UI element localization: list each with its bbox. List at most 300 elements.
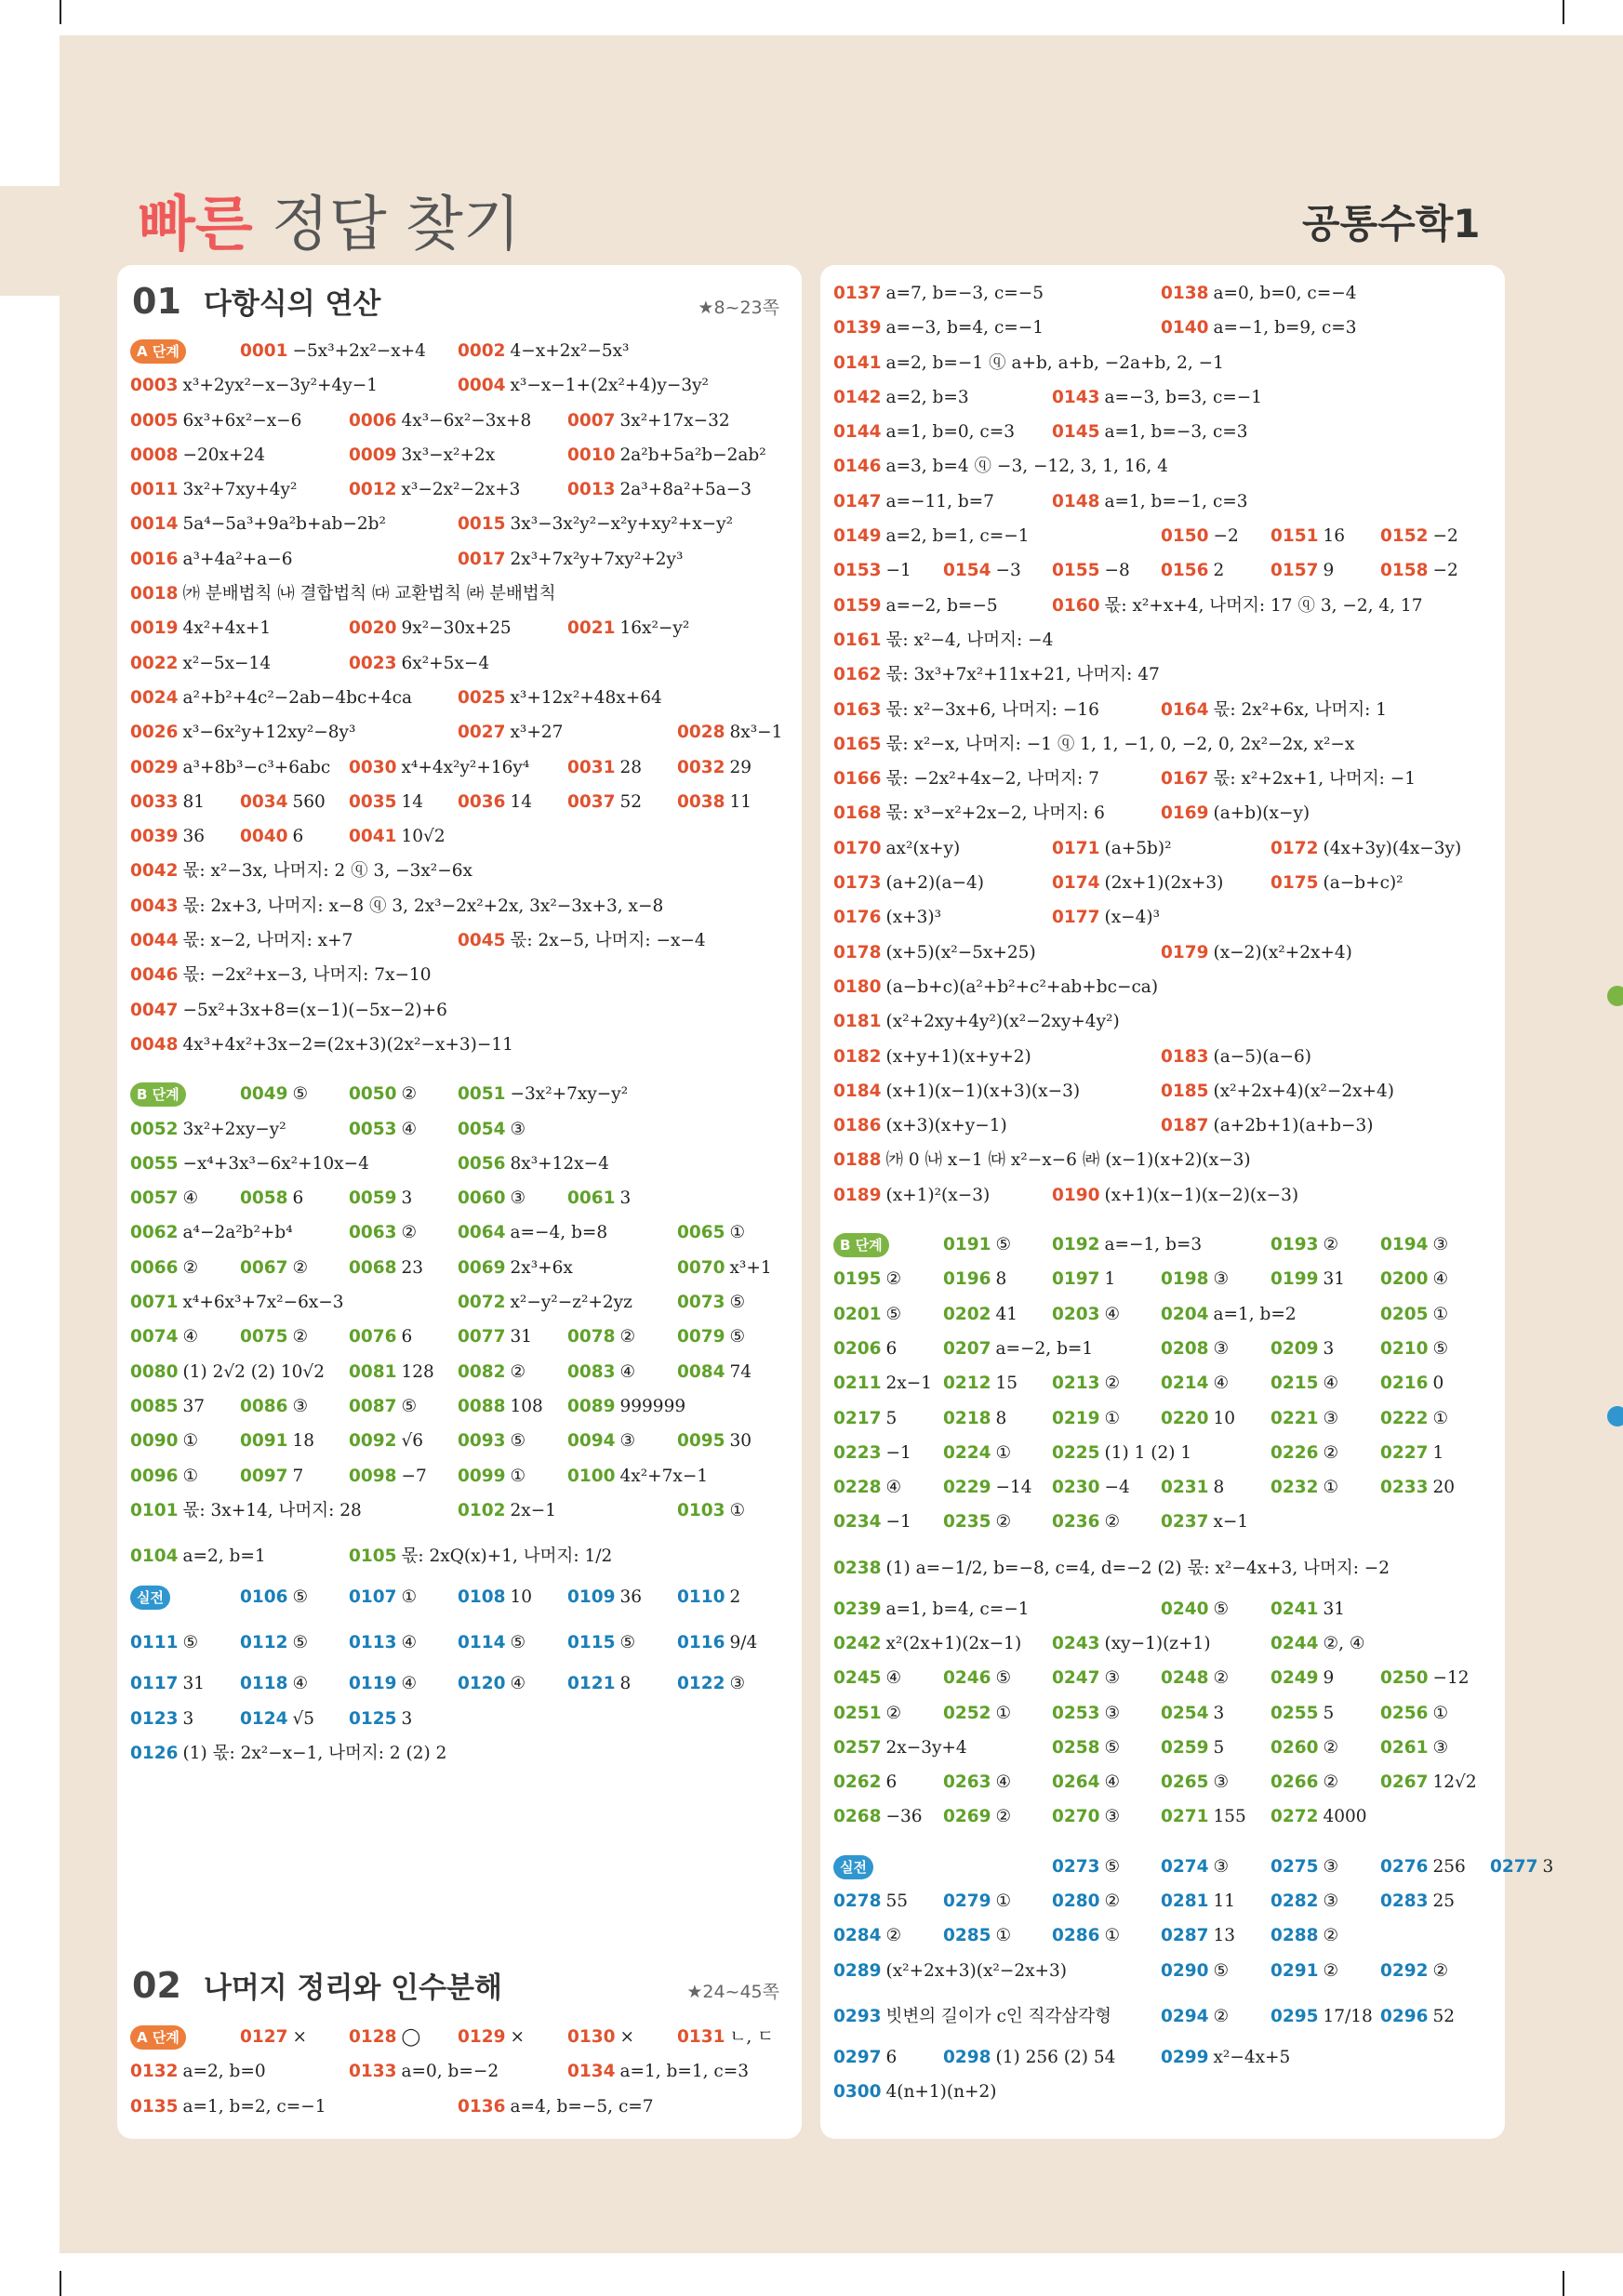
answer-item: 0205 ①: [1380, 1304, 1449, 1324]
answer-row: [130, 1461, 794, 1495]
answer-item: 0102 2x−1: [458, 1500, 556, 1520]
answer-item: 0169 (a+b)(x−y): [1161, 803, 1310, 824]
answer-item: 0160 몫: x²+x+4, 나머지: 17 ⓠ 3, −2, 4, 17: [1052, 595, 1423, 616]
answer-row: [130, 717, 794, 751]
answer-item: 0073 ⑤: [677, 1293, 746, 1313]
answer-item: 0299 x²−4x+5: [1161, 2047, 1291, 2067]
answer-row: [833, 1732, 1497, 1767]
answer-item: 0184 (x+1)(x−1)(x+3)(x−3): [833, 1081, 1081, 1101]
answer-item: 0064 a=−4, b=8: [458, 1223, 608, 1243]
answer-item: 0297 6: [833, 2047, 898, 2067]
answer-item: 0080 (1) 2√2 (2) 10√2: [130, 1361, 325, 1382]
answer-item: 0112 ⑤: [240, 1633, 309, 1653]
answer-item: 0189 (x+1)²(x−3): [833, 1185, 991, 1205]
answer-item: 0103 ①: [677, 1500, 746, 1520]
answer-row: [130, 1079, 794, 1113]
answer-item: 0163 몫: x²−3x+6, 나머지: −16: [833, 699, 1099, 720]
answer-row: [833, 1145, 1497, 1179]
answer-item: 0201 ⑤: [833, 1304, 902, 1324]
answer-item: 0078 ②: [567, 1327, 636, 1347]
answer-item: 0046 몫: −2x²+x−3, 나머지: 7x−10: [130, 965, 432, 986]
answer-row: [833, 382, 1497, 417]
answer-item: 0093 ⑤: [458, 1431, 526, 1452]
answer-row: [130, 405, 794, 440]
answer-row: [833, 659, 1497, 694]
next-page-edge: [1607, 1406, 1623, 1427]
answer-item: 0083 ④: [567, 1361, 636, 1382]
answer-item: 0268 −36: [833, 1807, 923, 1827]
answer-item: 0095 30: [677, 1431, 752, 1452]
answer-item: 0087 ⑤: [349, 1396, 418, 1416]
answer-item: 0224 ①: [943, 1442, 1012, 1463]
answer-item: 0192 a=−1, b=3: [1052, 1235, 1203, 1255]
answer-item: 0004 x³−x−1+(2x²+4)y−3y²: [458, 376, 709, 396]
answer-item: 0009 3x³−x²+2x: [349, 445, 496, 465]
answer-row: [833, 1368, 1497, 1402]
answer-item: 0070 x³+1: [677, 1257, 772, 1278]
next-page-edge: [1607, 986, 1623, 1006]
answer-item: 0146 a=3, b=4 ⓠ −3, −12, 3, 1, 16, 4: [833, 457, 1168, 477]
answer-item: 0167 몫: x²+2x+1, 나머지: −1: [1161, 769, 1417, 790]
answer-item: 0049 ⑤: [240, 1084, 309, 1105]
answer-item: 0135 a=1, b=2, c=−1: [130, 2096, 326, 2117]
answer-item: 0043 몫: 2x+3, 나머지: x−8 ⓠ 3, 2x³−2x²+2x, 3x²−3x+3, x−8: [130, 896, 664, 916]
answer-item: 0283 25: [1380, 1891, 1456, 1912]
crop-mark: [60, 0, 61, 24]
answer-row: [130, 891, 794, 925]
answer-item: 0161 몫: x²−4, 나머지: −4: [833, 630, 1054, 650]
answer-item: 0221 ③: [1270, 1408, 1339, 1428]
answer-item: 0242 x²(2x+1)(2x−1): [833, 1633, 1022, 1653]
answer-item: 0253 ③: [1052, 1703, 1121, 1723]
answer-row: [130, 1391, 794, 1426]
answer-row: [833, 1801, 1497, 1836]
answer-row: [833, 625, 1497, 659]
answer-row: [130, 1148, 794, 1183]
answer-item: 0203 ④: [1052, 1304, 1121, 1324]
answer-item: 0247 ③: [1052, 1668, 1121, 1689]
answer-row: [833, 1264, 1497, 1298]
answer-item: 0250 −12: [1380, 1668, 1470, 1689]
answer-item: 0138 a=0, b=0, c=−4: [1161, 284, 1357, 303]
level-badge: 실전: [130, 1586, 170, 1610]
answer-item: 0081 128: [349, 1361, 434, 1382]
answer-item: 0021 16x²−y²: [567, 618, 690, 639]
answer-item: 0290 ⑤: [1161, 1960, 1230, 1981]
answer-item: 0079 ⑤: [677, 1327, 746, 1347]
answer-row: [833, 1180, 1497, 1214]
answer-item: 0150 −2: [1161, 526, 1239, 547]
answer-item: 0296 52: [1380, 2006, 1456, 2026]
answer-row: [130, 578, 794, 613]
answer-list: [130, 336, 794, 1772]
answer-row: [130, 2056, 794, 2090]
answer-item: 0197 1: [1052, 1269, 1116, 1290]
answer-item: 0236 ②: [1052, 1512, 1121, 1533]
answer-item: 0156 2: [1161, 561, 1225, 581]
crop-mark: [1563, 0, 1564, 24]
answer-item: 0115 ⑤: [567, 1633, 636, 1653]
section-header-02: [132, 1964, 502, 2006]
answer-item: 0023 6x²+5x−4: [349, 653, 490, 673]
answer-item: 0104 a=2, b=1: [130, 1546, 266, 1567]
answer-item: 0142 a=2, b=3: [833, 387, 969, 407]
answer-item: 0225 (1) 1 (2) 1: [1052, 1442, 1192, 1463]
answer-row: [833, 1006, 1497, 1041]
answer-item: 0044 몫: x−2, 나머지: x+7: [130, 931, 353, 951]
answer-item: 0094 ③: [567, 1431, 636, 1452]
answer-item: 0210 ⑤: [1380, 1338, 1449, 1359]
answer-item: 0067 ②: [240, 1257, 309, 1278]
answer-item: 0130 ×: [567, 2027, 635, 2047]
answer-item: 0235 ②: [943, 1512, 1012, 1533]
answer-row: [130, 1029, 794, 1064]
answer-item: 0243 (xy−1)(z+1): [1052, 1633, 1211, 1653]
answer-item: 0088 108: [458, 1396, 543, 1416]
answer-item: 0149 a=2, b=1, c=−1: [833, 526, 1030, 547]
answer-row: [833, 1698, 1497, 1732]
answer-item: 0058 6: [240, 1188, 304, 1209]
answer-item: 0216 0: [1380, 1374, 1444, 1394]
section-page-range: ★24~45쪽: [686, 1982, 779, 2002]
answer-item: 0252 ①: [943, 1703, 1012, 1723]
answer-item: 0176 (x+3)³: [833, 908, 942, 928]
answer-item: 0273 ⑤: [1052, 1856, 1121, 1877]
answer-row: [833, 1042, 1497, 1076]
answer-item: 0030 x⁴+4x²y²+16y⁴: [349, 757, 530, 777]
answer-item: 0069 2x³+6x: [458, 1257, 573, 1278]
answer-item: 0240 ⑤: [1161, 1599, 1230, 1619]
answer-item: 0259 5: [1161, 1737, 1225, 1758]
row-spacer: [833, 1214, 1497, 1229]
answer-item: 0158 −2: [1380, 561, 1458, 581]
answer-item: 0001 −5x³+2x²−x+4: [240, 341, 426, 361]
answer-row: [130, 960, 794, 994]
answer-item: 0077 31: [458, 1327, 533, 1347]
answer-item: 0269 ②: [943, 1807, 1012, 1827]
answer-item: 0036 14: [458, 791, 533, 812]
answer-item: 0096 ①: [130, 1466, 199, 1486]
answer-row: [130, 683, 794, 717]
answer-item: 0003 x³+2yx²−x−3y²+4y−1: [130, 376, 378, 396]
answer-item: 0062 a⁴−2a²b²+b⁴: [130, 1223, 293, 1243]
answer-item: 0090 ①: [130, 1431, 199, 1452]
answer-item: 0098 −7: [349, 1466, 427, 1486]
answer-item: 0286 ①: [1052, 1926, 1121, 1946]
answer-row: [833, 1956, 1497, 1990]
answer-item: 0172 (4x+3y)(4x−3y): [1270, 838, 1462, 858]
level-badge: A 단계: [130, 339, 186, 364]
answer-item: 0025 x³+12x²+48x+64: [458, 687, 662, 708]
section-number: 02: [132, 1965, 181, 2006]
answer-item: 0255 5: [1270, 1703, 1335, 1723]
answer-item: 0089 999999: [567, 1396, 686, 1416]
answer-item: 0038 11: [677, 791, 752, 812]
answer-item: 0145 a=1, b=−3, c=3: [1052, 422, 1248, 443]
answer-row: [833, 868, 1497, 902]
answer-row: [833, 763, 1497, 798]
answer-item: 0136 a=4, b=−5, c=7: [458, 2096, 654, 2117]
answer-item: 0228 ④: [833, 1478, 902, 1498]
answer-item: 0114 ⑤: [458, 1633, 526, 1653]
answer-row: [130, 995, 794, 1029]
answer-item: 0091 18: [240, 1431, 315, 1452]
answer-item: 0278 55: [833, 1891, 909, 1912]
answer-item: 0147 a=−11, b=7: [833, 491, 994, 511]
answer-item: 0139 a=−3, b=4, c=−1: [833, 318, 1044, 338]
answer-row: [130, 856, 794, 890]
answer-row: [130, 1287, 794, 1321]
answer-item: 0194 ③: [1380, 1235, 1449, 1255]
answer-item: 0248 ②: [1161, 1668, 1230, 1689]
answer-row: [833, 591, 1497, 625]
answer-item: 0026 x³−6x²y+12xy²−8y³: [130, 723, 356, 743]
answer-item: 0178 (x+5)(x²−5x+25): [833, 942, 1036, 962]
answer-item: 0271 155: [1161, 1807, 1246, 1827]
title-highlight: 빠른: [138, 191, 253, 259]
answer-row: [833, 695, 1497, 729]
answer-item: 0157 9: [1270, 561, 1335, 581]
answer-row: [130, 336, 794, 370]
answer-item: 0288 ②: [1270, 1926, 1339, 1946]
answer-item: 0200 ④: [1380, 1269, 1449, 1290]
answer-item: 0185 (x²+2x+4)(x²−2x+4): [1161, 1081, 1395, 1101]
answer-row: [833, 417, 1497, 451]
answer-item: 0051 −3x²+7xy−y²: [458, 1084, 629, 1105]
answer-item: 0140 a=−1, b=9, c=3: [1161, 318, 1357, 338]
answer-item: 0239 a=1, b=4, c=−1: [833, 1599, 1030, 1619]
answer-item: 0284 ②: [833, 1926, 902, 1946]
answer-item: 0097 7: [240, 1466, 304, 1486]
answer-item: 0272 4000: [1270, 1807, 1367, 1827]
answer-item: 0220 10: [1161, 1408, 1236, 1428]
answer-row: [833, 1076, 1497, 1110]
crop-mark: [60, 2271, 61, 2296]
answer-item: 0063 ②: [349, 1223, 418, 1243]
answer-item: 0162 몫: 3x³+7x²+11x+21, 나머지: 47: [833, 665, 1160, 685]
answer-row: [130, 1616, 794, 1668]
answer-item: 0020 9x²−30x+25: [349, 618, 512, 639]
answer-item: 0230 −4: [1052, 1478, 1130, 1498]
answer-item: 0045 몫: 2x−5, 나머지: −x−4: [458, 931, 706, 951]
answer-item: 0174 (2x+1)(2x+3): [1052, 873, 1224, 894]
answer-row: [833, 2077, 1497, 2111]
answer-item: 0179 (x−2)(x²+2x+4): [1161, 942, 1352, 962]
answer-item: 0256 ①: [1380, 1703, 1449, 1723]
answer-row: [130, 1253, 794, 1287]
answer-item: 0199 31: [1270, 1269, 1346, 1290]
answer-row: [833, 1663, 1497, 1697]
answer-item: 0274 ③: [1161, 1856, 1230, 1877]
answer-item: 0029 a³+8b³−c³+6abc: [130, 757, 331, 777]
level-badge: 실전: [833, 1855, 873, 1879]
answer-row: [130, 2022, 794, 2056]
answer-item: 0175 (a−b+c)²: [1270, 873, 1403, 894]
answer-row: [833, 1229, 1497, 1264]
answer-item: 0066 ②: [130, 1257, 199, 1278]
answer-item: 0007 3x²+17x−32: [567, 410, 730, 431]
answer-item: 0048 4x³+4x²+3x−2=(2x+3)(2x²−x+3)−11: [130, 1034, 513, 1055]
answer-item: 0198 ③: [1161, 1269, 1230, 1290]
answer-item: 0254 3: [1161, 1703, 1225, 1723]
answer-row: [130, 509, 794, 543]
answer-item: 0034 560: [240, 791, 326, 812]
answer-item: 0084 74: [677, 1361, 752, 1382]
answer-item: 0151 16: [1270, 526, 1346, 547]
answer-item: 0218 8: [943, 1408, 1007, 1428]
answer-item: 0164 몫: 2x²+6x, 나머지: 1: [1161, 699, 1388, 720]
answer-row: [833, 729, 1497, 763]
answer-list: [833, 278, 1554, 2112]
answer-row: [130, 1217, 794, 1252]
answer-item: 0264 ④: [1052, 1772, 1121, 1793]
answer-item: 0229 −14: [943, 1478, 1032, 1498]
answer-item: 0037 52: [567, 791, 643, 812]
answer-row: [130, 648, 794, 683]
answer-item: 0035 14: [349, 791, 424, 812]
answer-item: 0170 ax²(x+y): [833, 838, 961, 858]
answer-item: 0008 −20x+24: [130, 445, 266, 465]
answer-item: 0124 √5: [240, 1708, 315, 1729]
answer-item: 0137 a=7, b=−3, c=−5: [833, 284, 1044, 303]
section-name: 나머지 정리와 인수분해: [203, 1971, 502, 2005]
next-page-edge: [1607, 186, 1623, 206]
answer-list: [130, 2022, 794, 2126]
answer-item: 0113 ④: [349, 1633, 418, 1653]
section-header-01: [132, 280, 380, 322]
answer-item: 0187 (a+2b+1)(a+b−3): [1161, 1116, 1374, 1136]
crop-mark: [1563, 2271, 1564, 2296]
answer-item: 0060 ③: [458, 1188, 526, 1209]
answer-item: 0134 a=1, b=1, c=3: [567, 2062, 750, 2082]
answer-item: 0257 2x−3y+4: [833, 1737, 967, 1758]
answer-row: [833, 1886, 1497, 1920]
answer-item: 0186 (x+3)(x+y−1): [833, 1116, 1007, 1136]
answer-item: 0132 a=2, b=0: [130, 2062, 266, 2082]
answer-item: 0121 8: [567, 1674, 632, 1694]
answer-item: 0258 ⑤: [1052, 1737, 1121, 1758]
answer-item: 0213 ②: [1052, 1374, 1121, 1394]
answer-item: 0133 a=0, b=−2: [349, 2062, 499, 2082]
answer-item: 0085 37: [130, 1396, 206, 1416]
page-tab: [0, 186, 60, 296]
answer-item: 0208 ③: [1161, 1338, 1230, 1359]
answer-item: 0110 2: [677, 1587, 741, 1608]
answer-item: 0223 −1: [833, 1442, 911, 1463]
row-spacer: [833, 1837, 1497, 1851]
answer-item: 0027 x³+27: [458, 723, 564, 743]
answer-item: 0280 ②: [1052, 1891, 1121, 1912]
answer-item: 0122 ③: [677, 1674, 746, 1694]
answer-item: 0099 ①: [458, 1466, 526, 1486]
answer-item: 0277 3: [1490, 1856, 1554, 1877]
answer-item: 0190 (x+1)(x−1)(x−2)(x−3): [1052, 1185, 1299, 1205]
answer-item: 0148 a=1, b=−1, c=3: [1052, 491, 1248, 511]
answer-item: 0260 ②: [1270, 1737, 1339, 1758]
answer-item: 0123 3: [130, 1708, 194, 1729]
answer-item: 0212 15: [943, 1374, 1018, 1394]
answer-item: 0182 (x+y+1)(x+y+2): [833, 1046, 1031, 1067]
answer-item: 0202 41: [943, 1304, 1018, 1324]
answer-item: 0270 ③: [1052, 1807, 1121, 1827]
answer-row: [833, 1594, 1497, 1628]
answer-item: 0033 81: [130, 791, 206, 812]
answer-item: 0072 x²−y²−z²+2yz: [458, 1293, 632, 1313]
answer-item: 0275 ③: [1270, 1856, 1339, 1877]
answer-item: 0024 a²+b²+4c²−2ab−4bc+4ca: [130, 687, 413, 708]
answer-item: 0117 31: [130, 1674, 206, 1694]
page-title: [138, 177, 521, 262]
answer-item: 0041 10√2: [349, 827, 446, 847]
answer-item: 0057 ④: [130, 1188, 199, 1209]
answer-item: 0002 4−x+2x²−5x³: [458, 341, 630, 361]
answer-item: 0292 ②: [1380, 1960, 1449, 1981]
answer-item: 0261 ③: [1380, 1737, 1449, 1758]
answer-item: 0241 31: [1270, 1599, 1346, 1619]
answer-row: [130, 474, 794, 509]
answer-item: 0244 ②, ④: [1270, 1633, 1365, 1653]
answer-item: 0204 a=1, b=2: [1161, 1304, 1297, 1324]
answer-row: [833, 1851, 1554, 1886]
answer-item: 0068 23: [349, 1257, 424, 1278]
subject-label: 공통수학1: [1302, 201, 1481, 246]
answer-row: [130, 1582, 794, 1616]
answer-item: 0287 13: [1161, 1926, 1236, 1946]
answer-row: [833, 902, 1497, 936]
answer-item: 0171 (a+5b)²: [1052, 838, 1172, 858]
answer-item: 0101 몫: 3x+14, 나머지: 28: [130, 1500, 362, 1520]
answer-row: [130, 613, 794, 647]
answer-row: [833, 937, 1497, 972]
answer-item: 0211 2x−1: [833, 1374, 932, 1394]
answer-item: 0276 256: [1380, 1856, 1466, 1877]
answer-item: 0263 ④: [943, 1772, 1012, 1793]
answer-item: 0222 ①: [1380, 1408, 1449, 1428]
answer-row: [130, 1114, 794, 1148]
answer-item: 0125 3: [349, 1708, 413, 1729]
answer-row: [833, 1299, 1497, 1334]
answer-item: 0018 ㈎ 분배법칙 ㈏ 결합법칙 ㈐ 교환법칙 ㈑ 분배법칙: [130, 584, 556, 604]
answer-row: [130, 925, 794, 960]
answer-item: 0238 (1) a=−1/2, b=−8, c=4, d=−2 (2) 몫: x²−4x+3, 나머지: −2: [833, 1558, 1390, 1578]
answer-item: 0154 −3: [943, 561, 1021, 581]
answer-row: [833, 1920, 1497, 1955]
answer-item: 0215 ④: [1270, 1374, 1339, 1394]
answer-item: 0173 (a+2)(a−4): [833, 873, 984, 894]
answer-item: 0294 ②: [1161, 2006, 1230, 2026]
answer-row: [833, 1438, 1497, 1472]
section-name: 다항식의 연산: [203, 287, 381, 321]
answer-row: [130, 1668, 794, 1703]
answer-row: [130, 1704, 794, 1738]
answer-item: 0152 −2: [1380, 526, 1458, 547]
answer-item: 0056 8x³+12x−4: [458, 1153, 609, 1174]
answer-row: [130, 2091, 794, 2126]
answer-row: [130, 787, 794, 821]
answer-item: 0028 8x³−1: [677, 723, 783, 743]
answer-row: [833, 798, 1497, 832]
answer-item: 0180 (a−b+c)(a²+b²+c²+ab+bc−ca): [833, 976, 1159, 997]
answer-item: 0251 ②: [833, 1703, 902, 1723]
answer-item: 0195 ②: [833, 1269, 902, 1290]
answer-item: 0249 9: [1270, 1668, 1335, 1689]
answer-item: 0105 몫: 2xQ(x)+1, 나머지: 1/2: [349, 1546, 613, 1567]
answer-row: [130, 752, 794, 787]
answer-item: 0050 ②: [349, 1084, 418, 1105]
answer-item: 0039 36: [130, 827, 206, 847]
answer-item: 0227 1: [1380, 1442, 1444, 1463]
answer-item: 0082 ②: [458, 1361, 526, 1382]
